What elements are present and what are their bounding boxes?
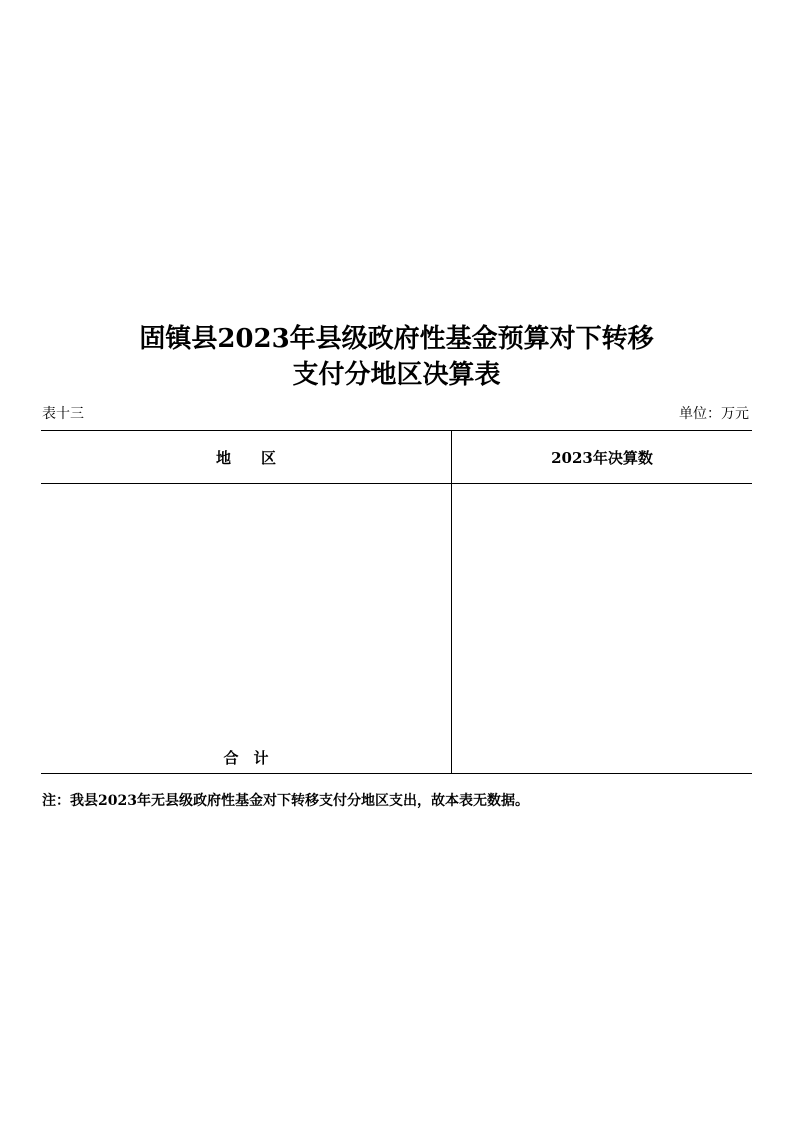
- unit-label: 单位：万元: [679, 406, 749, 422]
- page-title-line-1: 固镇县2023年县级政府性基金预算对下转移: [139, 324, 654, 354]
- total-row-label: 合 计: [223, 749, 269, 767]
- budget-table: [41, 430, 752, 774]
- table-number: 表十三: [42, 406, 84, 422]
- header-region: 地 区: [215, 449, 276, 467]
- header-amount-2023: 2023年决算数: [551, 449, 653, 467]
- footnote: 注：我县2023年无县级政府性基金对下转移支付分地区支出，故本表无数据。: [42, 793, 529, 809]
- page-title-line-2: 支付分地区决算表: [292, 360, 501, 390]
- header-rule: [41, 483, 752, 484]
